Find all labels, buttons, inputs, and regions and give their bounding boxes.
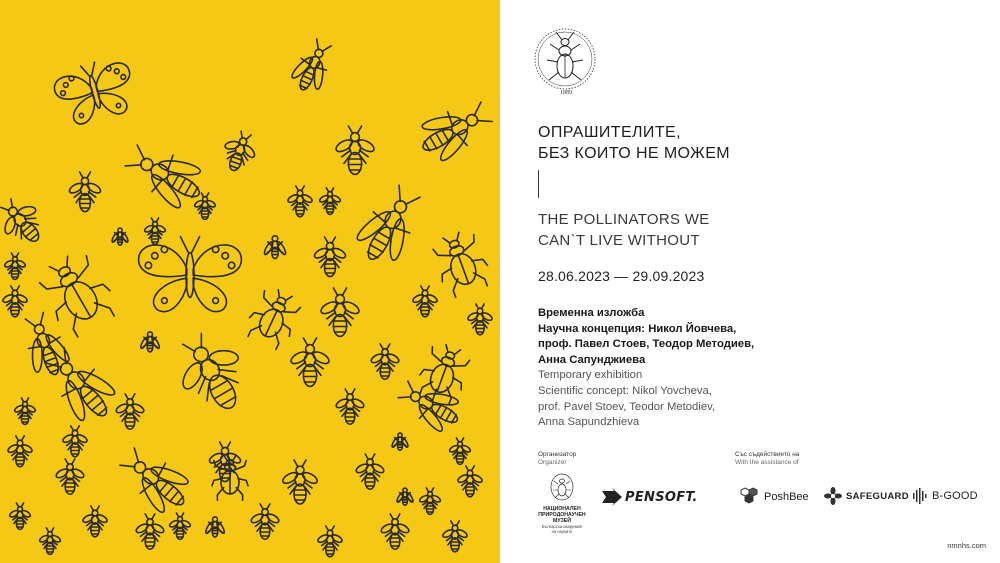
wasp-icon — [111, 438, 198, 522]
assistance-label — [735, 451, 799, 467]
info-en-4: Anna Sapundzhieva — [538, 416, 640, 429]
info-bg-1: Временна изложба — [538, 307, 645, 319]
organizer-label-en: Organizer — [538, 459, 567, 466]
nmnhs-logo — [536, 472, 588, 552]
info-en-1: Temporary exhibition — [538, 369, 643, 382]
title-divider — [538, 170, 539, 198]
bee-icon — [412, 286, 438, 317]
bee-icon — [194, 193, 217, 219]
pensoft-text: PENSOFT. — [625, 489, 698, 505]
bee-icon — [319, 288, 361, 336]
museum-name-3: МУЗЕЙ — [553, 517, 571, 524]
beetle-icon — [33, 246, 122, 341]
website-link[interactable]: nmnhs.com — [947, 541, 986, 550]
bgood-text: B-GOOD — [932, 490, 978, 502]
exhibition-title-en — [538, 209, 710, 251]
bee-icon — [135, 514, 165, 549]
wasp-icon — [411, 91, 499, 170]
poshbee-logo — [739, 487, 809, 507]
title-bg-line-1: ОПРАШИТЕЛИТЕ, — [538, 124, 681, 141]
bee-icon — [442, 521, 468, 552]
info-en-3: prof. Pavel Stoev, Teodor Metodiev, — [538, 400, 716, 413]
fly-icon — [263, 236, 287, 259]
safeguard-logo — [824, 487, 909, 505]
museum-name-1: НАЦИОНАЛЕН — [543, 506, 581, 512]
bee-icon — [250, 504, 280, 539]
bee-icon — [14, 398, 37, 424]
bee-icon — [169, 513, 192, 539]
bee-icon — [449, 438, 472, 464]
bee-icon — [355, 454, 385, 489]
wasp-icon — [15, 308, 76, 381]
bee-icon — [2, 286, 28, 317]
title-en-line-1: THE POLLINATORS WE — [538, 211, 710, 228]
bee-icon — [313, 237, 347, 277]
bee-icon — [82, 506, 108, 537]
bee-icon — [4, 253, 27, 279]
wasp-icon — [286, 35, 340, 97]
bee-icon — [289, 338, 331, 386]
bee-icon — [335, 389, 365, 424]
info-en-2: Scientific concept: Nikol Yovcheva, — [538, 384, 712, 397]
bee-icon — [115, 394, 145, 429]
bee-icon — [0, 190, 53, 254]
bee-icon — [217, 127, 263, 176]
exhibition-title-bg — [538, 122, 730, 164]
bee-icon — [317, 526, 343, 557]
bee-icon — [62, 426, 88, 457]
pensoft-arrow-icon — [602, 488, 622, 506]
wasp-icon — [348, 178, 433, 272]
bee-icon — [467, 304, 493, 335]
assistance-label-bg: Със съдействието на — [735, 451, 800, 458]
bee-icon — [319, 188, 342, 214]
safeguard-flower-icon — [824, 487, 842, 505]
butterfly-icon — [139, 237, 242, 312]
poshbee-text: PoshBee — [764, 491, 809, 503]
safeguard-text: SAFEGUARD — [846, 490, 909, 502]
fly-icon — [391, 433, 409, 450]
fly-icon — [111, 228, 129, 245]
assistance-label-en: With the assistance of — [735, 459, 799, 466]
bgood-bars-icon — [913, 488, 929, 504]
beetle-icon — [242, 284, 305, 352]
info-bg-3: проф. Павел Стоев, Теодор Методиев, — [538, 338, 755, 351]
fly-icon — [204, 517, 225, 537]
bee-icon — [281, 460, 319, 504]
bee-icon — [287, 186, 313, 217]
museum-beetle-logo-icon — [532, 26, 598, 92]
info-bg-4: Анна Сапунджиева — [538, 353, 646, 366]
fly-icon — [396, 488, 414, 505]
exhibition-dates: 28.06.2023 — 29.09.2023 — [538, 268, 705, 284]
bee-icon — [7, 436, 33, 467]
info-bg-2: Научна концепция: Никол Йовчева, — [538, 322, 737, 335]
bee-icon — [457, 466, 483, 497]
pensoft-logo — [602, 484, 698, 510]
wasp-icon — [118, 133, 212, 218]
bee-icon — [370, 344, 400, 379]
museum-sub-2: на науките — [551, 529, 573, 535]
bgood-logo — [913, 488, 978, 504]
wasp-icon — [35, 338, 125, 432]
bee-icon — [68, 172, 102, 212]
nmnhs-emblem-icon — [549, 472, 575, 502]
bee-icon — [39, 528, 62, 554]
bee-icon — [55, 459, 85, 494]
museum-name-2: ПРИРОДОНАУЧЕН — [538, 511, 586, 518]
bee-icon — [144, 218, 167, 244]
bee-icon — [162, 322, 261, 425]
museum-sub-1: Българска академия — [541, 524, 583, 530]
bee-icon — [380, 514, 410, 549]
fly-icon — [139, 332, 160, 352]
butterfly-icon — [50, 54, 139, 128]
title-en-line-2: CAN`T LIVE WITHOUT — [538, 232, 700, 249]
logo-year: 1889 — [560, 90, 572, 96]
bee-icon — [9, 503, 32, 529]
exhibition-info — [538, 306, 838, 431]
bee-icon — [419, 488, 442, 514]
poshbee-hexagon-icon — [739, 487, 761, 507]
beetle-icon — [428, 227, 494, 300]
bee-icon — [334, 126, 376, 174]
organizer-label — [538, 451, 576, 467]
title-bg-line-2: БЕЗ КОИТО НЕ МОЖЕМ — [538, 145, 731, 162]
organizer-label-bg: Организатор — [538, 451, 577, 458]
